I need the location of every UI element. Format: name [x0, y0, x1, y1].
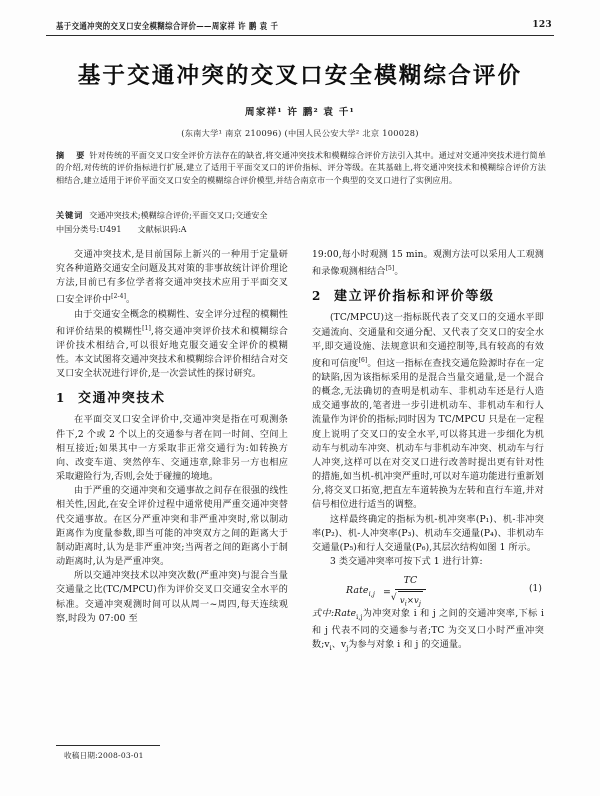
- equals-sign: =: [382, 586, 391, 598]
- section-title: 交通冲突技术: [78, 391, 166, 407]
- section-number: 2: [312, 289, 321, 304]
- page-number: 123: [532, 20, 552, 30]
- equation-body: [346, 574, 426, 611]
- header-rule: [46, 35, 554, 36]
- paragraph: 这样最终确定的指标为机-机冲突率(P₁)、机-非冲突率(P₂)、机-人冲突率(P₃)、机动车交通量(P₄)、非机动车交通量(P₅)和行人交通量(P₆),其层次结构如图 1 所示。: [312, 514, 544, 553]
- paragraph: 3 类交通冲突率可按下式 1 进行计算:: [330, 557, 483, 568]
- footnote-received-date: 收稿日期:2008-03-01: [64, 751, 144, 760]
- citation-ref: [5]: [385, 265, 395, 273]
- right-column: [312, 248, 544, 655]
- abstract-label: 摘 要: [56, 150, 87, 160]
- left-column: [56, 248, 288, 626]
- paragraph: 在平面交叉口安全评价中,交通冲突是指在可观测条件下,2 个或 2 个以上的交通参与者在同一时间、空间上相互接近;如果其中一方采取非正常交通行为:如转换方向、改变车道、突然停车、交通违章,除非另一方也相应采取避险行为,否则,会处于碰撞的境地。: [56, 415, 288, 483]
- paragraph: 由于交通安全概念的模糊性、安全评分过程的模糊性和评价结果的模糊性[1],将交通冲突评价技术和模糊综合评价技术相结合,可以很好地克服交通安全评价的模糊性。本文试图将交通冲突技术和模糊综合评价相结合对交叉口安全状况进行评价,是一次尝试性的探讨研究。: [56, 309, 288, 380]
- paragraph: 交通冲突技术,是目前国际上新兴的一种用于定量研究各种道路交通安全问题及其对策的非事故统计评价理论方法,目前已有多位学者将交通冲突技术应用于平面交叉口安全评价中[2-4]。: [56, 250, 288, 306]
- running-title: 基于交通冲突的交叉口安全模糊综合评价——周家祥 许 鹏 袁 千: [56, 21, 279, 32]
- section-heading-1: [56, 390, 288, 407]
- paragraph: 19:00,每小时观测 15 min。观测方法可以采用人工观测和录像观测相结合[5]。: [312, 250, 544, 278]
- paragraph: 所以交通冲突技术以冲突次数(严重冲突)与混合当量交通量之比(TC/MPCU)作为评价交叉口交通安全水平的标准。交通冲突观测时间可以从周一~周四,每天连续观察,时段为 07:00 至: [56, 571, 288, 624]
- fraction-denominator: [395, 590, 426, 611]
- keywords-line: [56, 209, 546, 221]
- running-head: [46, 20, 554, 42]
- abstract-text: 针对传统的平面交叉口安全评价方法存在的缺省,将交通冲突技术和模糊综合评价方法引入其中。通过对交通冲突技术进行简单的介绍,对传统的评价指标进行扩展,建立了适用于平面交叉口的评价指标、评分等级。在其基础上,将交通冲突技术和模糊综合评价方法相结合,建立适用于评价平面交叉口安全的模糊综合评价模型,并结合南京市一个典型的交叉口进行了实例应用。: [56, 150, 546, 185]
- page-title: 基于交通冲突的交叉口安全模糊综合评价: [77, 63, 523, 89]
- citation-ref: [2-4]: [111, 293, 127, 301]
- keywords-label: 关键词: [56, 210, 84, 220]
- section-number: 1: [56, 391, 65, 406]
- section-title: 建立评价指标和评价等级: [334, 289, 495, 305]
- clc-number: 中国分类号:U491: [56, 224, 122, 234]
- footnote-divider: [56, 745, 160, 746]
- paragraph: 由于严重的交通冲突和交通事故之间存在很强的线性相关性,因此,在安全评价过程中通常使用严重交通冲突替代交通事故。在区分严重冲突和非严重冲突时,常以制动距离作为度量参数,即当可能的冲突双方之间的距离大于制动距离时,认为是非严重冲突;当两者之间的距离小于制动距离时,认为是严重冲突。: [56, 486, 288, 568]
- classification-line: [56, 223, 546, 235]
- affiliation-list: (东南大学¹ 南京 210096) (中国人民公安大学² 北京 100028): [181, 128, 419, 138]
- abstract-block: [56, 149, 546, 186]
- fraction-numerator: TC: [403, 575, 418, 587]
- author-list: 周家祥¹ 许 鹏² 袁 千¹: [245, 107, 355, 118]
- equation-lhs: Rate$_{i,j}$: [346, 585, 375, 599]
- fraction: [395, 574, 426, 611]
- sqrt-icon: √ $v_i\times v_j$: [398, 591, 423, 611]
- equation-1: [312, 574, 544, 609]
- document-code: 文献标识码:A: [137, 224, 187, 234]
- section-heading-2: [312, 288, 544, 305]
- citation-ref: [6]: [358, 356, 368, 364]
- equation-explanation: 式中:Rate$_{i,j}$为冲突对象 i 和 j 之间的交通冲突率,下标 i 和 j 代表不同的交通参与者;TC 为交叉口小时严重冲突数$;v_i$、$v_j$为参与对象 i 和 j 的交通量。: [312, 609, 544, 653]
- equation-number: (1): [528, 584, 542, 595]
- paragraph: (TC/MPCU)这一指标既代表了交叉口的交通水平即交通流向、交通量和交通分配、又代表了交叉口的安全水平,即交通设施、法规意识和交通控制等,具有较高的有效度和可信度[6]。但这一指标在查找交通危险源时存在一定的缺陷,因为该指标采用的是混合当量交通量,是一个混合的概念,无法确切的查明是机动车、非机动车还是行人造成交通事故的,笔者进一步引进机动车、非机动车和行人流量作为评价的指标;同时因为 TC/MPCU 只是在一定程度上说明了交叉口的安全水平,可以将其进一步细化为机动车与机动车冲突、机动车与非机动车冲突、机动车与行人冲突,这样可以在对交叉口进行改善时提出更有针对性的措施,如当机-机冲突严重时,可以对车道功能进行重新划分,将交叉口拓宽,把直左车道转换为左转和直行车道,并对信号相位进行适当的调整。: [312, 313, 544, 511]
- keywords-text: 交通冲突技术;模糊综合评价;平面交叉口;交通安全: [89, 210, 268, 220]
- citation-ref: [1]: [142, 324, 151, 332]
